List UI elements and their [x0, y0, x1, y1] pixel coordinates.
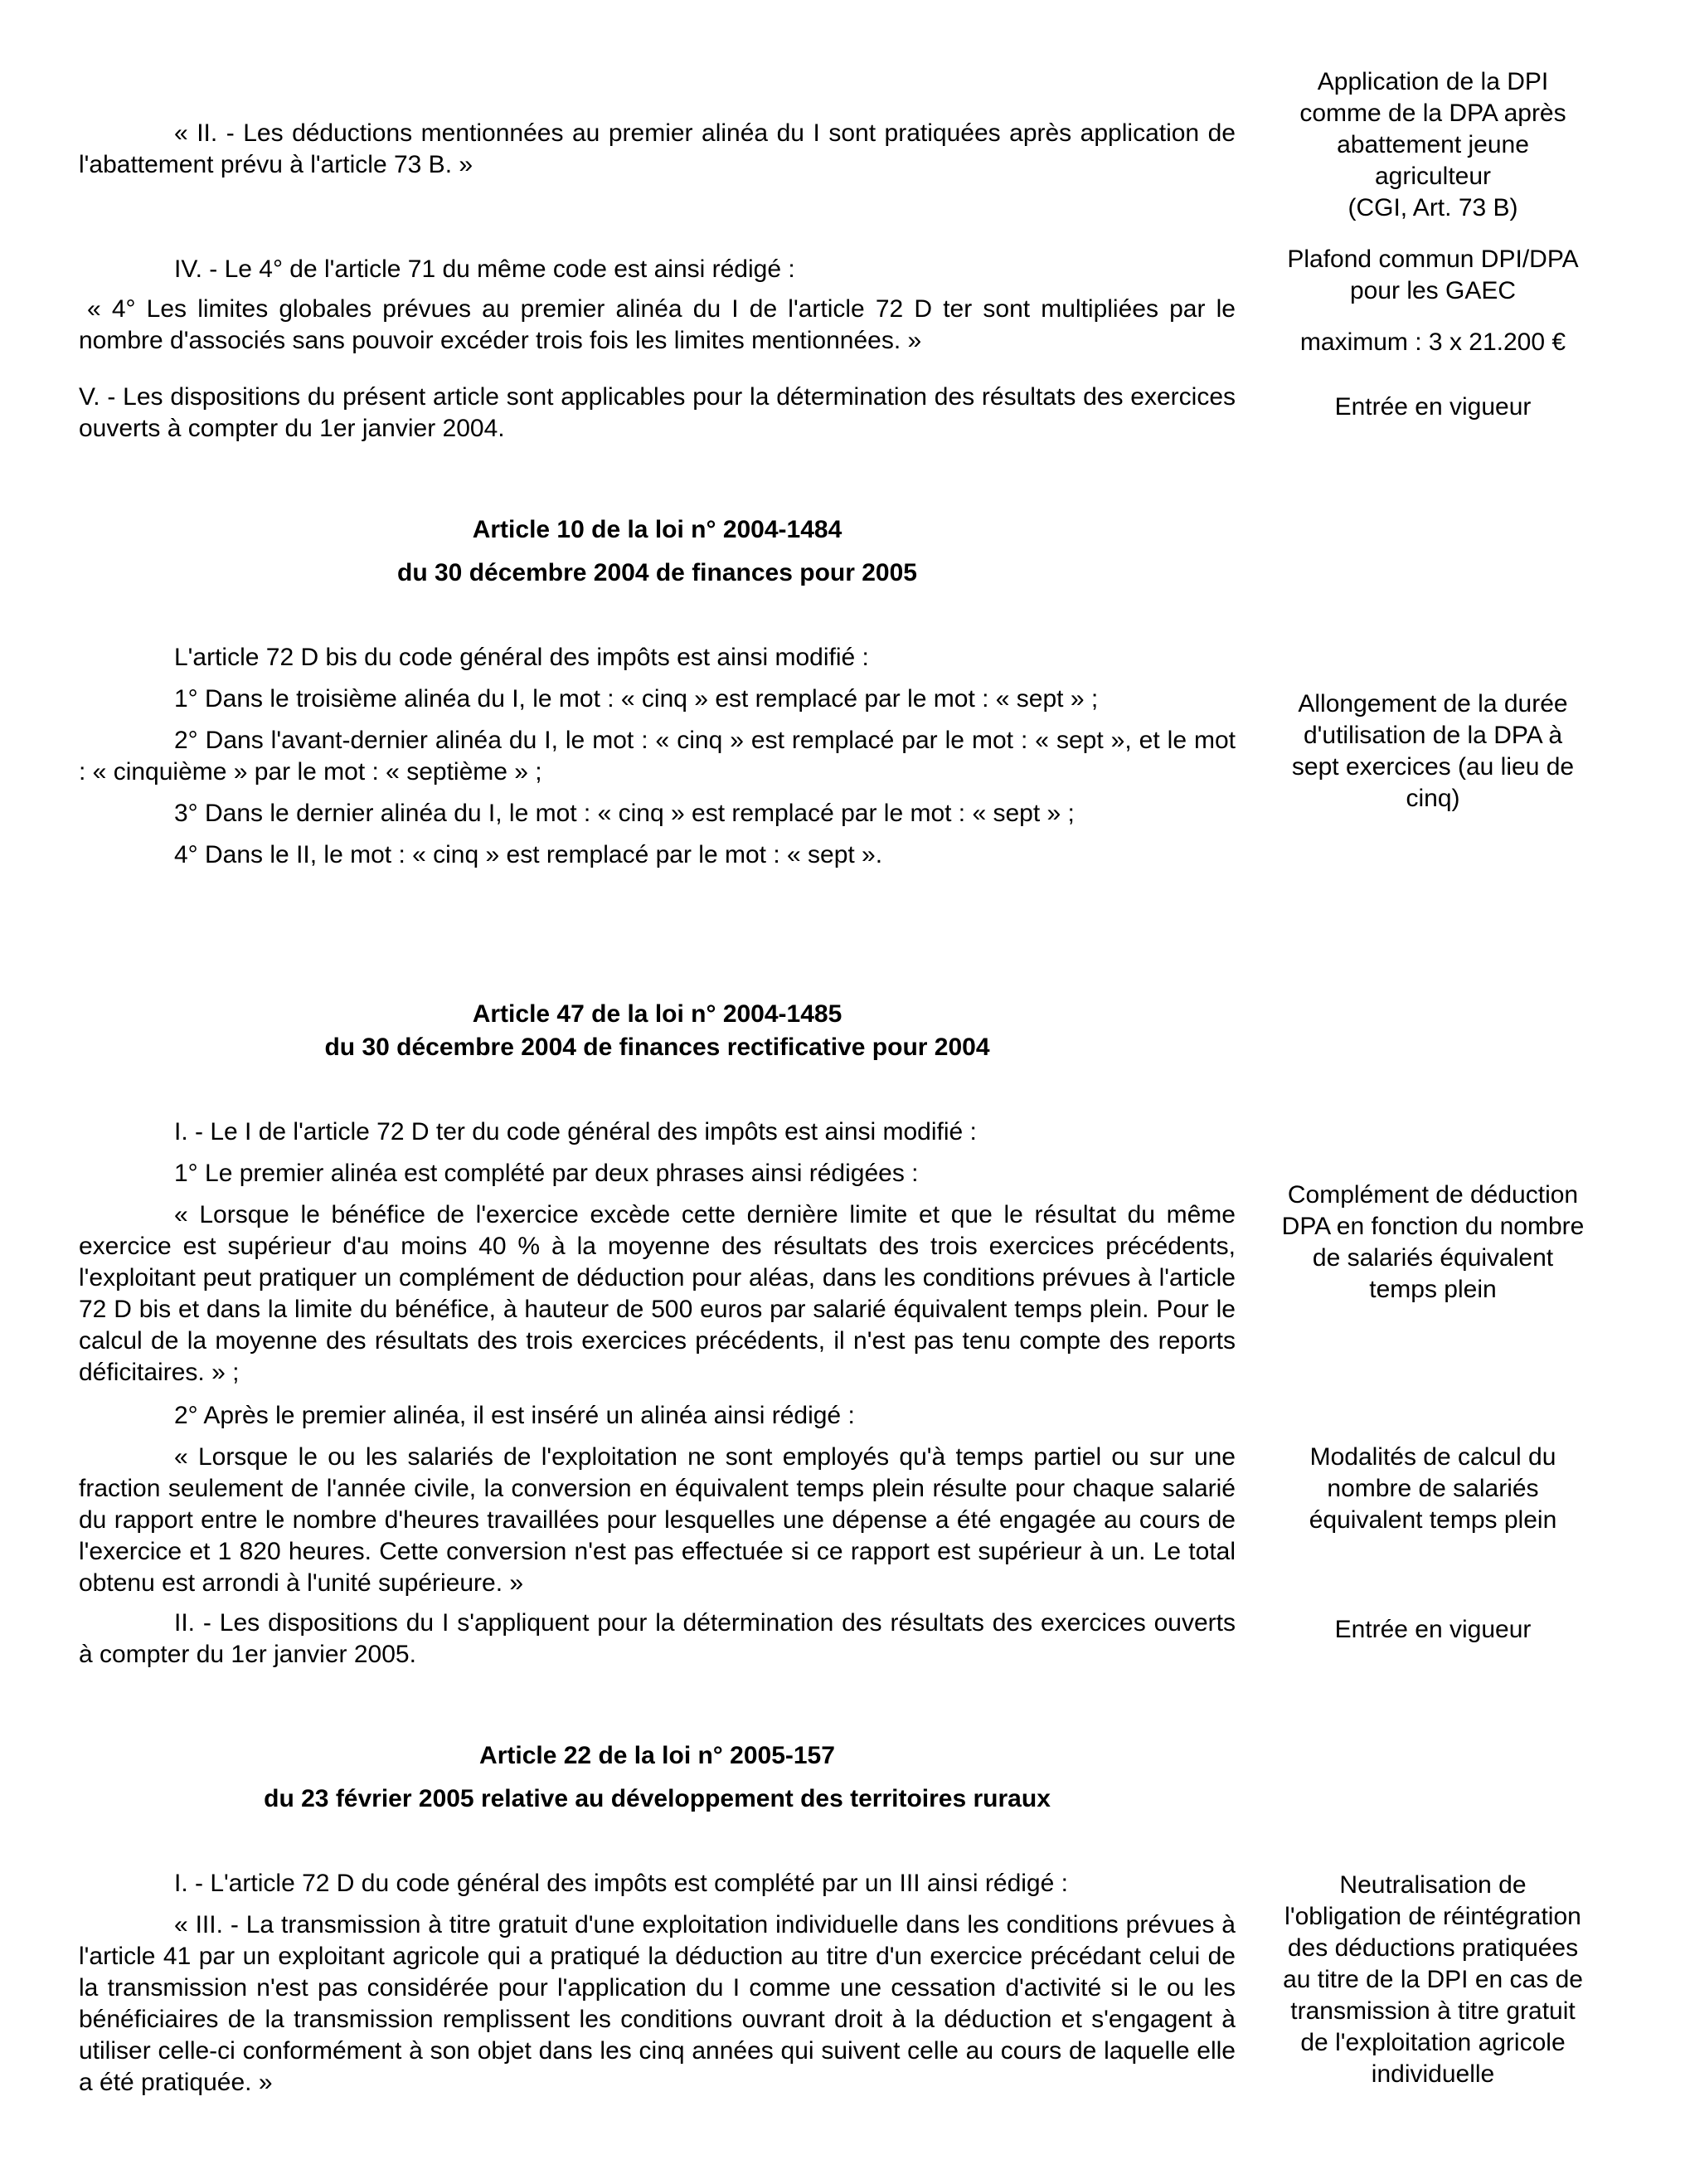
article-47-title: Article 47 de la loi n° 2004-1485: [472, 1000, 842, 1028]
margin-note-maximum: maximum : 3 x 21.200 €: [1299, 328, 1566, 356]
margin-note-neutralisation: Neutralisation de l'obligation de réintégration des déductions pratiquées au titre de la DPI en cas de transmission à titre gratuit de l'exploitation agricole individuelle: [1283, 1871, 1583, 2088]
article-10-title: Article 10 de la loi n° 2004-1484: [472, 516, 842, 543]
article-47-subtitle: du 30 décembre 2004 de finances rectificative pour 2004: [324, 1034, 990, 1061]
paragraph-II: « II. - Les déductions mentionnées au premier alinéa du I sont pratiquées après application de l'abattement prévu à l'article 73 B. »: [79, 119, 1236, 178]
margin-note-complement: Complément de déduction DPA en fonction du nombre de salariés équivalent temps plein: [1281, 1181, 1585, 1303]
article-10-item-1: 1° Dans le troisième alinéa du I, le mot : « cinq » est remplacé par le mot : « sept » ;: [174, 685, 1099, 713]
article-10-item-2: 2° Dans l'avant-dernier alinéa du I, le mot : « cinq » est remplacé par le mot : « sept », et le mot : « cinquième » par le mot : « septième » ;: [79, 727, 1236, 786]
margin-note-entree-vigueur-2: Entrée en vigueur: [1334, 1616, 1532, 1643]
article-47-paragraph-II: II. - Les dispositions du I s'appliquent pour la détermination des résultats des exercices ouverts à compter du 1er janvier 2005.: [79, 1609, 1236, 1668]
article-10-item-3: 3° Dans le dernier alinéa du I, le mot : « cinq » est remplacé par le mot : « sept » ;: [174, 800, 1075, 827]
article-22-title: Article 22 de la loi n° 2005-157: [479, 1742, 835, 1769]
article-22-intro: I. - L'article 72 D du code général des impôts est complété par un III ainsi rédigé :: [174, 1870, 1068, 1897]
article-22-subtitle: du 23 février 2005 relative au développement des territoires ruraux: [264, 1785, 1051, 1812]
article-47-quote-1: « Lorsque le bénéfice de l'exercice excède cette dernière limite et que le résultat du même exercice est supérieur d'au moins 40 % à la moyenne des résultats des trois exercices précédents, l'exploitant peut pratiquer un complément de déduction pour aléas, dans les conditions prévues à l'article 72 D bis et dans la limite du bénéfice, à hauteur de 500 euros par salarié équivalent temps plein. Pour le calcul de la moyenne des résultats des trois exercices précédents, il n'est pas tenu compte des reports déficitaires. » ;: [79, 1201, 1236, 1386]
article-10-item-4: 4° Dans le II, le mot : « cinq » est remplacé par le mot : « sept ».: [174, 841, 883, 868]
article-10-subtitle: du 30 décembre 2004 de finances pour 2005: [397, 559, 917, 586]
margin-note-allongement: Allongement de la durée d'utilisation de la DPA à sept exercices (au lieu de cinq): [1291, 690, 1575, 812]
article-47-item-2: 2° Après le premier alinéa, il est inséré un alinéa ainsi rédigé :: [174, 1402, 855, 1429]
margin-note-modalites: Modalités de calcul du nombre de salariés équivalent temps plein: [1309, 1443, 1557, 1534]
margin-note-entree-vigueur-1: Entrée en vigueur: [1334, 393, 1532, 421]
paragraph-V: V. - Les dispositions du présent article sont applicables pour la détermination des résultats des exercices ouverts à compter du 1er janvier 2004.: [79, 383, 1236, 442]
paragraph-IV: IV. - Le 4° de l'article 71 du même code est ainsi rédigé :: [174, 255, 795, 283]
margin-note-plafond: Plafond commun DPI/DPA pour les GAEC: [1287, 246, 1579, 304]
article-22-quote: « III. - La transmission à titre gratuit d'une exploitation individuelle dans les conditions prévues à l'article 41 par un exploitant agricole qui a pratiqué la déduction au titre d'un exercice précédant celui de la transmission n'est pas considérée pour l'application du I comme une cessation d'activité si le ou les bénéficiaires de la transmission remplissent les conditions ouvrant droit à la déduction et s'engagent à utiliser celle-ci conformément à son objet dans les cinq années qui suivent celle au cours de laquelle elle a été pratiquée. »: [79, 1911, 1236, 2096]
article-47-intro: I. - Le I de l'article 72 D ter du code général des impôts est ainsi modifié :: [174, 1118, 977, 1146]
paragraph-IV-quote: « 4° Les limites globales prévues au premier alinéa du I de l'article 72 D ter sont multipliées par le nombre d'associés sans pouvoir excéder trois fois les limites mentionnées. »: [79, 295, 1236, 354]
article-47-quote-2: « Lorsque le ou les salariés de l'exploitation ne sont employés qu'à temps partiel ou sur une fraction seulement de l'année civile, la conversion en équivalent temps plein résulte pour chaque salarié du rapport entre le nombre d'heures travaillées pour lesquelles une dépense a été engagée au cours de l'exercice et 1 820 heures. Cette conversion n'est pas effectuée si ce rapport est supérieur à un. Le total obtenu est arrondi à l'unité supérieure. »: [79, 1443, 1236, 1597]
article-10-intro: L'article 72 D bis du code général des impôts est ainsi modifié :: [174, 644, 869, 671]
margin-note-abattement: Application de la DPI comme de la DPA après abattement jeune agriculteur (CGI, Art. 73 B): [1299, 68, 1566, 221]
article-47-item-1: 1° Le premier alinéa est complété par deux phrases ainsi rédigées :: [174, 1160, 919, 1187]
